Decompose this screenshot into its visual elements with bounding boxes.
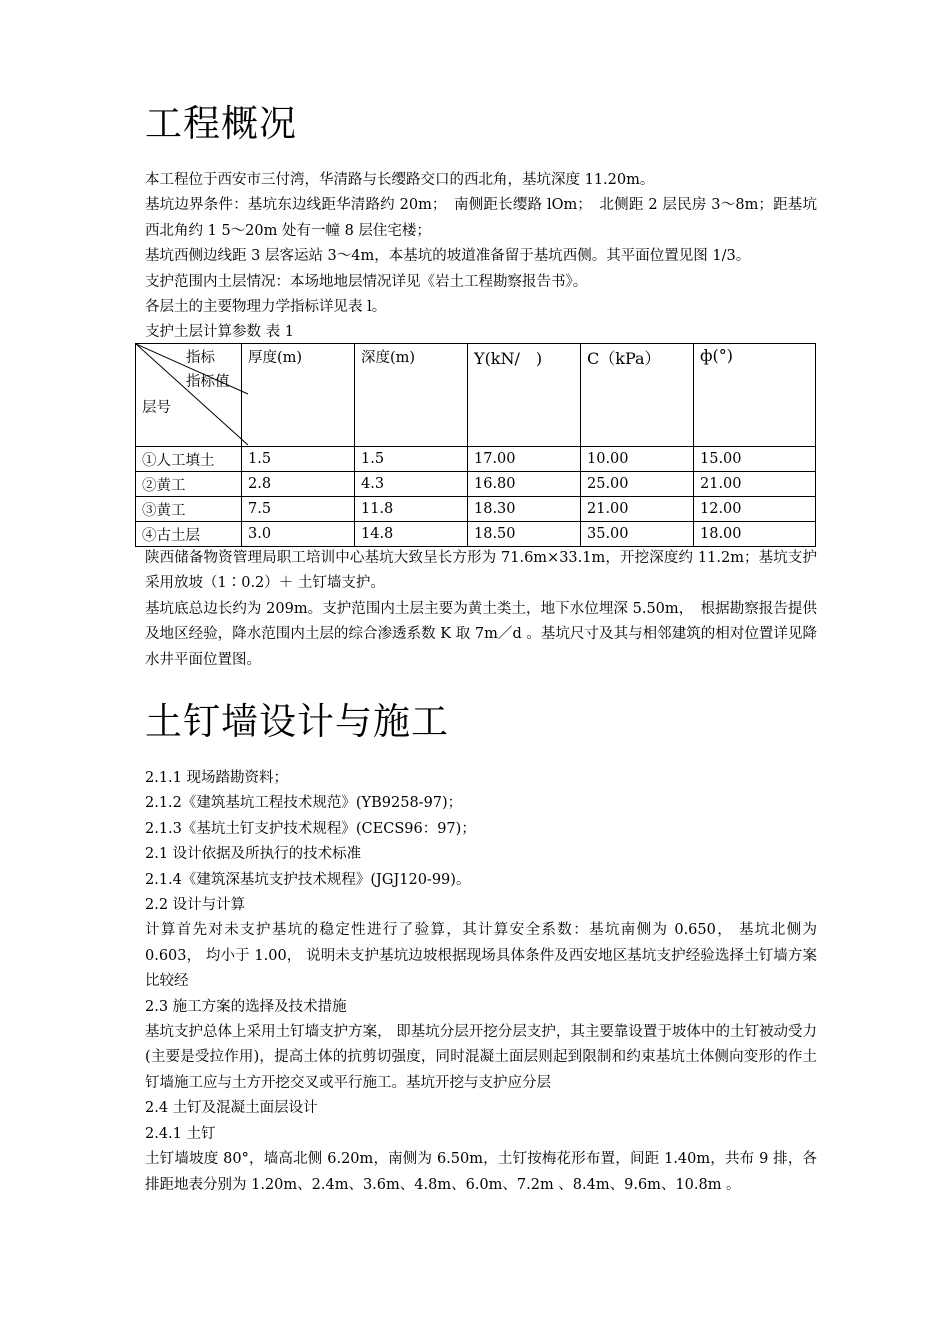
table-row (136, 522, 816, 547)
corner-label-layer: 层号 (142, 400, 171, 416)
post-table-text (145, 546, 817, 673)
header-cell: 深度(m) (355, 344, 468, 447)
paragraph: 陕西储备物资管理局职工培训中心基坑大致呈长方形为 71.6m×33.1m，开挖深度约 11.2m；基坑支护采用放坡（1∶0.2）＋ 土钉墙支护。 (145, 550, 817, 592)
table-cell: 3.0 (242, 522, 355, 547)
paragraph: 2.1.1 现场踏勘资料； (145, 770, 289, 786)
paragraph: 计算首先对未支护基坑的稳定性进行了验算，其计算安全系数：基坑南侧为 0.650， 基坑北侧为 0.603， 均小于 1.00， 说明未支护基坑边坡根据现场具体条件及西安地区基坑支护经验选择土钉墙方案比较经 (145, 922, 817, 990)
table-caption: 支护土层计算参数 表 1 (145, 324, 294, 341)
header-cell: 厚度(m) (242, 344, 355, 447)
table-cell: 18.00 (694, 522, 816, 547)
corner-label-index: 指标 (186, 350, 215, 366)
paragraph: 2.4.1 土钉 (145, 1125, 216, 1142)
header-cell: C（kPa） (581, 344, 694, 447)
paragraph: 2.1 设计依据及所执行的技术标准 (145, 846, 362, 863)
table-cell: 10.00 (581, 447, 694, 472)
overview-text (145, 168, 817, 346)
paragraph: 本工程位于西安市三付湾，华清路与长缨路交口的西北角，基坑深度 11.20m。 (145, 172, 655, 188)
table-cell: 16.80 (468, 472, 581, 497)
table-row (136, 447, 816, 472)
table-cell: 17.00 (468, 447, 581, 472)
paragraph: 各层土的主要物理力学指标详见表 l。 (145, 299, 387, 316)
table-cell: ④古土层 (136, 522, 242, 547)
paragraph: 2.1.2《建筑基坑工程技术规范》(YB9258-97)； (145, 795, 463, 812)
paragraph: 2.1.3《基坑土钉支护技术规程》(CECS96：97)； (145, 820, 476, 837)
table-cell: 4.3 (355, 472, 468, 497)
table-cell: ①人工填土 (136, 447, 242, 472)
table-cell: 21.00 (581, 497, 694, 522)
paragraph: 2.2 设计与计算 (145, 897, 246, 914)
paragraph: 基坑西侧边线距 3 层客运站 3～4m，本基坑的坡道准备留于基坑西侧。其平面位置见图 1/3。 (145, 248, 751, 265)
table-header-row (136, 344, 816, 447)
corner-label-value: 指标值 (186, 374, 230, 390)
table-cell: 1.5 (355, 447, 468, 472)
section-title-soil-nail-wall: 土钉墙设计与施工 (145, 700, 449, 743)
table-cell: 1.5 (242, 447, 355, 472)
table-row (136, 472, 816, 497)
paragraph: 支护范围内土层情况：本场地地层情况详见《岩土工程勘察报告书》。 (145, 273, 588, 290)
paragraph: 2.3 施工方案的选择及技术措施 (145, 998, 347, 1015)
table-cell: 18.50 (468, 522, 581, 547)
paragraph: 基坑支护总体上采用土钉墙支护方案， 即基坑分层开挖分层支护，其主要靠设置于坡体中的土钉被动受力(主要是受拉作用)，提高土体的抗剪切强度，同时混凝土面层则起到限制和约束基坑土体侧向变形的作土钉墙施工应与土方开挖交叉或平行施工。基坑开挖与支护应分层 (145, 1024, 817, 1091)
design-text (145, 766, 817, 1198)
header-cell: ф(°) (694, 344, 816, 447)
table-cell: ③黄工 (136, 497, 242, 522)
section-title-overview: 工程概况 (145, 102, 297, 145)
table-cell: 11.8 (355, 497, 468, 522)
table-corner-cell (136, 344, 242, 447)
table-cell: 14.8 (355, 522, 468, 547)
table-cell: ②黄工 (136, 472, 242, 497)
table-cell: 12.00 (694, 497, 816, 522)
table-cell: 2.8 (242, 472, 355, 497)
header-cell: Y(kN/ ) (468, 344, 581, 447)
table-cell: 7.5 (242, 497, 355, 522)
paragraph: 2.4 土钉及混凝土面层设计 (145, 1100, 318, 1117)
paragraph: 基坑边界条件：基坑东边线距华清路约 20m； 南侧距长缨路 lOm； 北侧距 2 层民房 3～8m；距基坑西北角约 1 5～20m 处有一幢 8 层住宅楼； (145, 197, 817, 239)
paragraph: 基坑底总边长约为 209m。支护范围内土层主要为黄土类土，地下水位埋深 5.50m， 根据勘察报告提供及地区经验，降水范围内土层的综合渗透系数 K 取 7m／d 。基坑尺寸及其与相邻建筑的相对位置详见降水井平面位置图。 (145, 600, 817, 668)
table-cell: 35.00 (581, 522, 694, 547)
paragraph: 2.1.4《建筑深基坑支护技术规程》(JGJ120-99)。 (145, 871, 471, 888)
table-cell: 25.00 (581, 472, 694, 497)
table-cell: 18.30 (468, 497, 581, 522)
table-cell: 21.00 (694, 472, 816, 497)
table-row (136, 497, 816, 522)
paragraph: 土钉墙坡度 80°，墙高北侧 6.20m，南侧为 6.50m，土钉按梅花形布置，间距 1.40m，共布 9 排，各排距地表分别为 1.20m、2.4m、3.6m、4.8m、6.0m、7.2m 、8.4m、9.6m、10.8m 。 (145, 1151, 817, 1193)
soil-parameter-table (135, 343, 816, 547)
table-cell: 15.00 (694, 447, 816, 472)
